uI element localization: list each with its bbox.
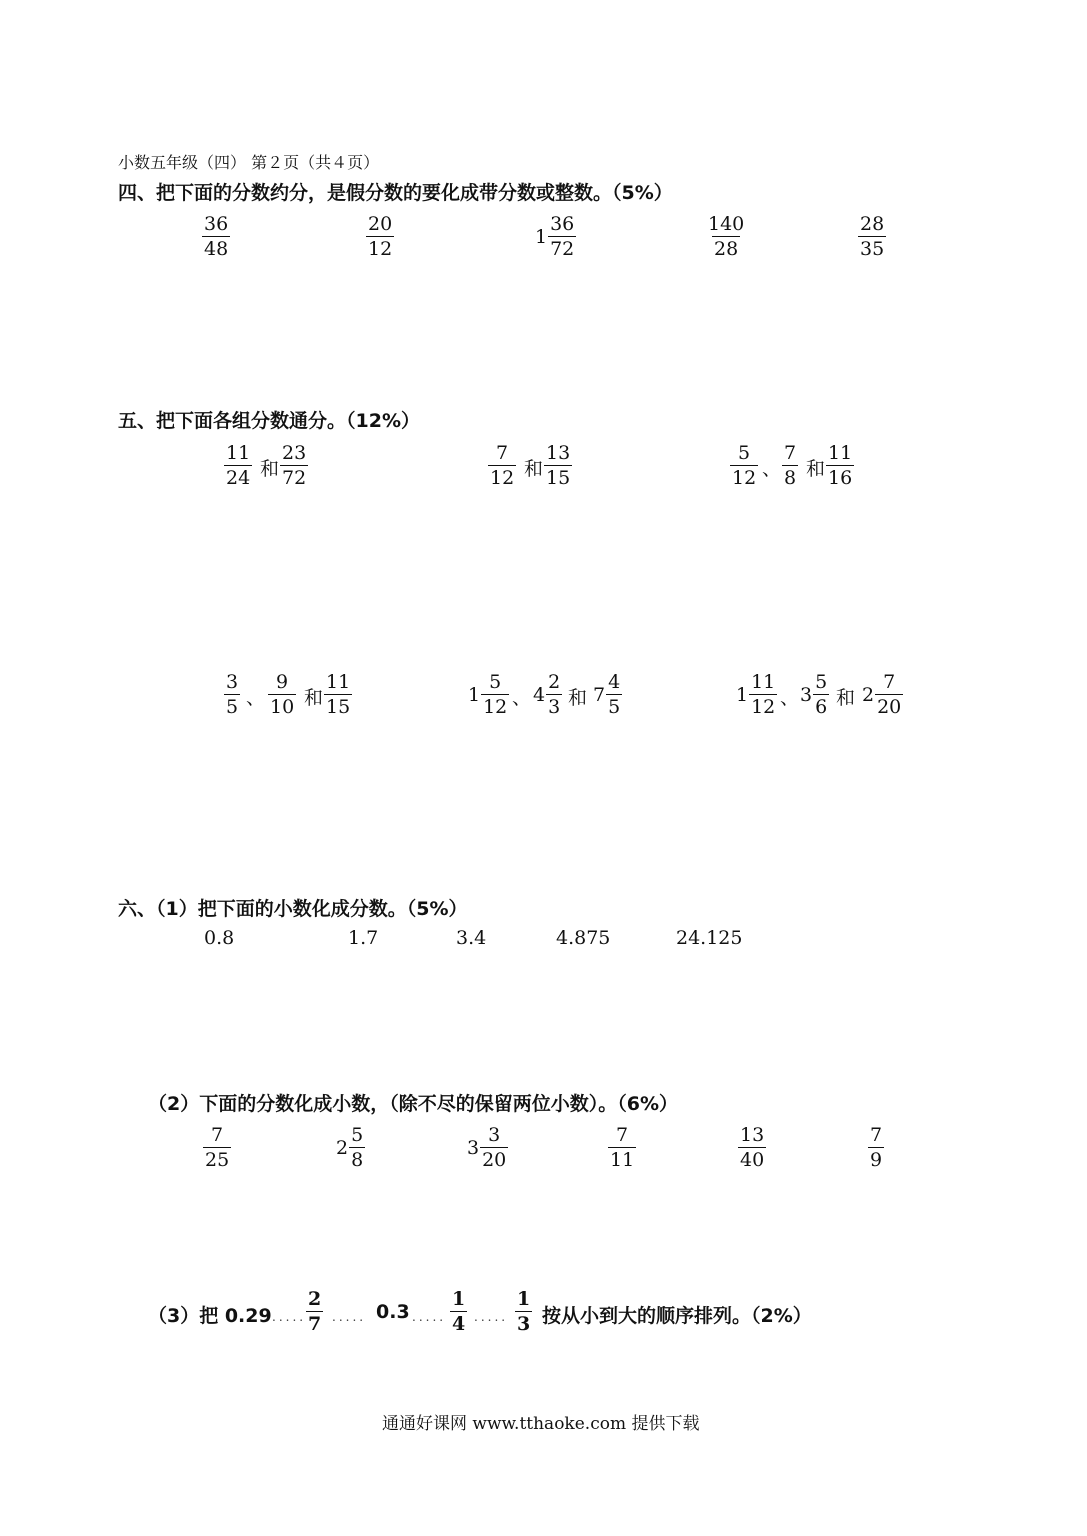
mixed-fraction <box>862 670 903 719</box>
denominator: 12 <box>368 238 393 260</box>
whole-part: 1 <box>736 683 749 706</box>
numerator: 11 <box>751 671 776 693</box>
denominator: 12 <box>490 467 515 489</box>
numerator: 7 <box>883 671 896 693</box>
fraction <box>826 441 854 490</box>
denominator: 4 <box>452 1313 466 1335</box>
numerator: 5 <box>815 671 828 693</box>
denominator: 12 <box>751 696 776 718</box>
and-text: 和 <box>568 687 588 709</box>
and-text: 和 <box>304 687 324 709</box>
numerator: 20 <box>368 213 393 235</box>
section-6-part3-suffix: 按从小到大的顺序排列。（2%） <box>542 1305 812 1327</box>
dotted-gap: ..... <box>332 1310 367 1324</box>
mixed-fraction <box>533 670 562 719</box>
separator: 、 <box>762 458 782 480</box>
numerator: 13 <box>740 1124 765 1146</box>
denominator: 7 <box>308 1313 322 1335</box>
numerator: 11 <box>828 442 853 464</box>
decimal-value: 3.4 <box>456 927 487 949</box>
denominator: 5 <box>226 696 239 718</box>
and-text: 和 <box>836 687 856 709</box>
separator: 、 <box>246 687 266 709</box>
whole-part: 7 <box>593 683 606 706</box>
numerator: 11 <box>226 442 251 464</box>
and-text: 和 <box>806 458 826 480</box>
fraction <box>224 670 240 719</box>
mixed-fraction <box>336 1123 365 1172</box>
denominator: 15 <box>546 467 571 489</box>
numerator: 36 <box>204 213 229 235</box>
numerator: 5 <box>351 1124 364 1146</box>
fraction <box>202 212 230 261</box>
part3-decimal: 0.3 <box>376 1301 410 1323</box>
mixed-fraction <box>593 670 622 719</box>
denominator: 28 <box>714 238 739 260</box>
numerator: 11 <box>326 671 351 693</box>
fraction <box>366 212 394 261</box>
fraction <box>608 1123 636 1172</box>
numerator: 5 <box>738 442 751 464</box>
fraction <box>450 1287 467 1336</box>
and-text: 和 <box>260 458 280 480</box>
numerator: 5 <box>489 671 502 693</box>
denominator: 3 <box>548 696 561 718</box>
denominator: 72 <box>550 238 575 260</box>
denominator: 12 <box>483 696 508 718</box>
numerator: 1 <box>517 1288 531 1310</box>
page-header: 小数五年级（四） 第２页（共４页） <box>118 153 380 172</box>
section-6-part2-title: （2）下面的分数化成小数，（除不尽的保留两位小数）。（6%） <box>148 1093 678 1115</box>
fraction <box>858 212 886 261</box>
denominator: 10 <box>270 696 295 718</box>
section-6-part3-prefix: （3）把 0.29 <box>148 1305 272 1327</box>
numerator: 4 <box>608 671 621 693</box>
fraction <box>706 212 746 261</box>
whole-part: 2 <box>862 683 875 706</box>
separator: 、 <box>780 687 800 709</box>
whole-part: 1 <box>468 683 481 706</box>
mixed-fraction <box>467 1123 508 1172</box>
mixed-fraction <box>535 212 576 261</box>
dotted-gap: ..... <box>474 1310 509 1324</box>
fraction <box>488 441 516 490</box>
numerator: 2 <box>308 1288 322 1310</box>
denominator: 8 <box>784 467 797 489</box>
decimal-value: 24.125 <box>676 927 743 949</box>
fraction <box>280 441 308 490</box>
numerator: 23 <box>282 442 307 464</box>
numerator: 2 <box>548 671 561 693</box>
denominator: 35 <box>860 238 885 260</box>
numerator: 36 <box>550 213 575 235</box>
denominator: 25 <box>205 1149 230 1171</box>
fraction <box>868 1123 884 1172</box>
numerator: 140 <box>708 213 745 235</box>
denominator: 5 <box>608 696 621 718</box>
whole-part: 3 <box>800 683 813 706</box>
mixed-fraction <box>736 670 777 719</box>
denominator: 3 <box>517 1313 531 1335</box>
footer-note: 通通好课网 www.tthaoke.com 提供下载 <box>382 1414 700 1434</box>
denominator: 8 <box>351 1149 364 1171</box>
fraction <box>268 670 296 719</box>
denominator: 12 <box>732 467 757 489</box>
denominator: 40 <box>740 1149 765 1171</box>
section-5-title: 五、把下面各组分数通分。（12%） <box>118 410 420 432</box>
denominator: 48 <box>204 238 229 260</box>
denominator: 6 <box>815 696 828 718</box>
numerator: 9 <box>276 671 289 693</box>
fraction <box>203 1123 231 1172</box>
numerator: 3 <box>226 671 239 693</box>
fraction <box>544 441 572 490</box>
numerator: 3 <box>488 1124 501 1146</box>
decimal-value: 4.875 <box>556 927 611 949</box>
fraction <box>782 441 798 490</box>
section-4-title: 四、把下面的分数约分，是假分数的要化成带分数或整数。（5%） <box>118 182 673 204</box>
whole-part: 4 <box>533 683 546 706</box>
denominator: 11 <box>610 1149 635 1171</box>
numerator: 28 <box>860 213 885 235</box>
numerator: 13 <box>546 442 571 464</box>
fraction <box>515 1287 532 1336</box>
denominator: 9 <box>870 1149 883 1171</box>
numerator: 7 <box>616 1124 629 1146</box>
decimal-value: 0.8 <box>204 927 235 949</box>
numerator: 7 <box>496 442 509 464</box>
fraction <box>730 441 758 490</box>
numerator: 7 <box>211 1124 224 1146</box>
fraction <box>306 1287 323 1336</box>
whole-part: 2 <box>336 1136 349 1159</box>
fraction <box>324 670 352 719</box>
denominator: 15 <box>326 696 351 718</box>
mixed-fraction <box>468 670 509 719</box>
denominator: 72 <box>282 467 307 489</box>
denominator: 20 <box>877 696 902 718</box>
decimal-value: 1.7 <box>348 927 379 949</box>
whole-part: 1 <box>535 225 548 248</box>
fraction <box>224 441 252 490</box>
numerator: 7 <box>784 442 797 464</box>
mixed-fraction <box>800 670 829 719</box>
and-text: 和 <box>524 458 544 480</box>
separator: 、 <box>512 687 532 709</box>
fraction <box>738 1123 766 1172</box>
numerator: 7 <box>870 1124 883 1146</box>
dotted-gap: ..... <box>412 1310 447 1324</box>
denominator: 24 <box>226 467 251 489</box>
whole-part: 3 <box>467 1136 480 1159</box>
denominator: 16 <box>828 467 853 489</box>
denominator: 20 <box>482 1149 507 1171</box>
dotted-gap: ..... <box>272 1310 307 1324</box>
numerator: 1 <box>452 1288 466 1310</box>
section-6-part1-title: 六、（1）把下面的小数化成分数。（5%） <box>118 898 468 920</box>
